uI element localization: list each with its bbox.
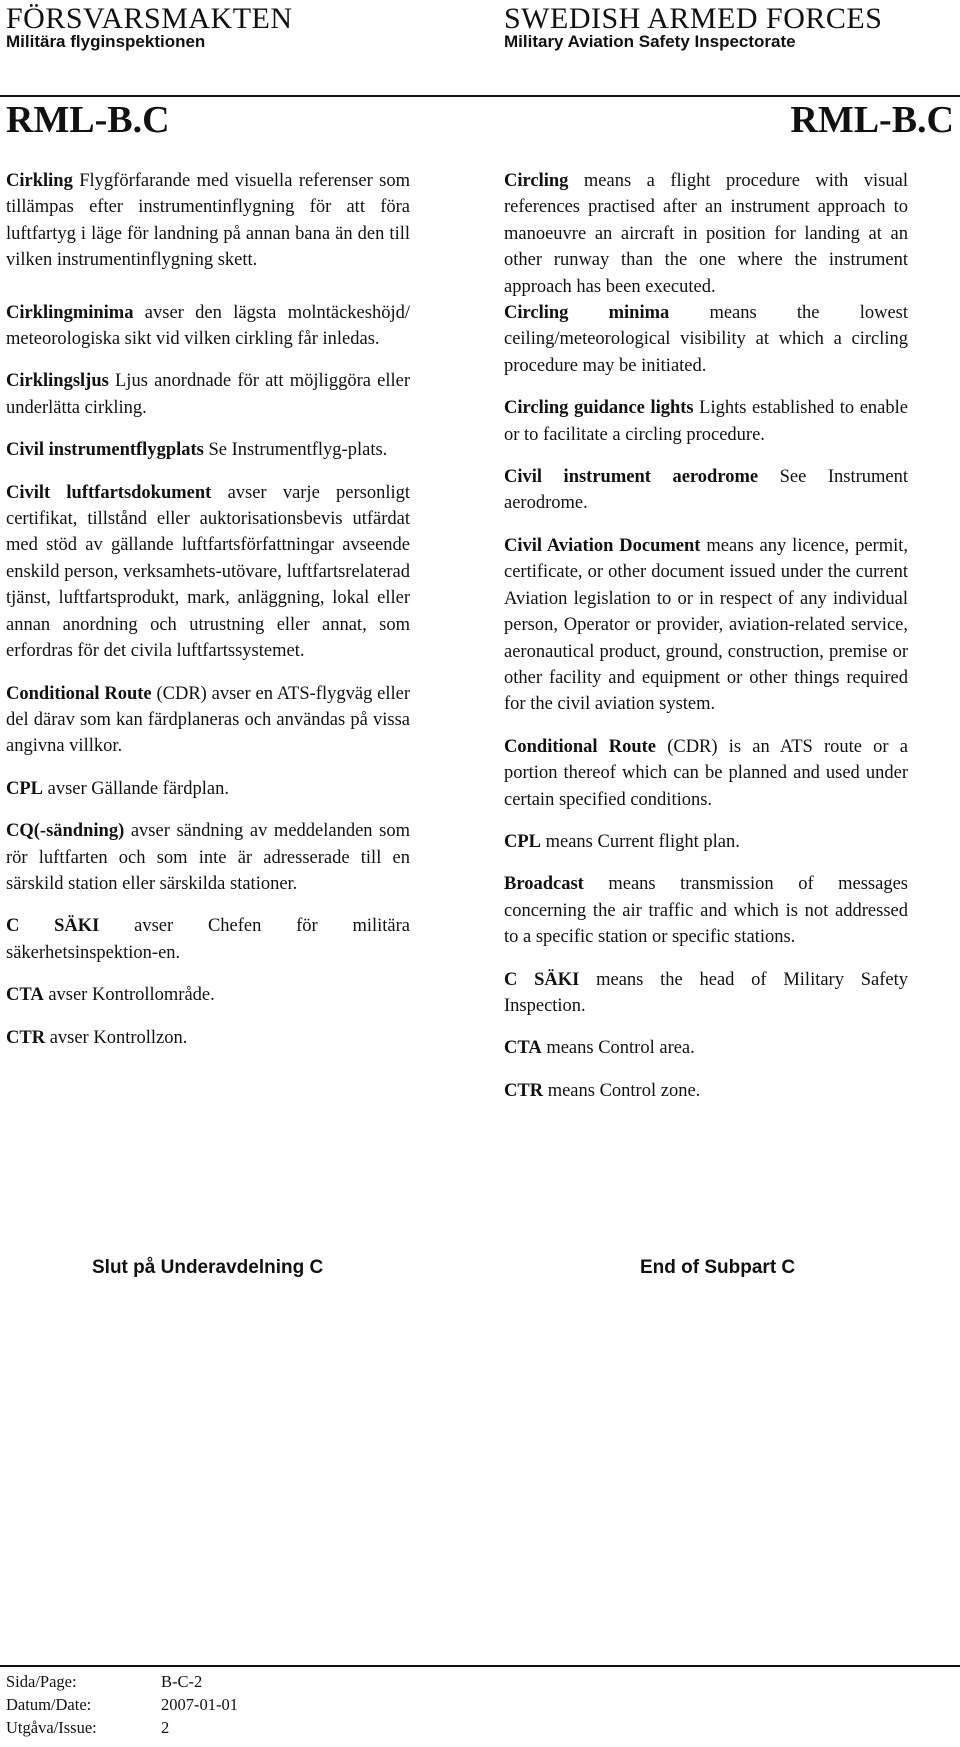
definition-entry [504, 967, 908, 1020]
definition-term: CTR [504, 1080, 544, 1101]
definition-term: Civilt luftfartsdokument [6, 482, 212, 503]
definition-text: means transmission of messages concerning the air traffic and which is not addressed to a specific station or specific stations. [504, 874, 908, 948]
definition-entry [6, 1025, 410, 1051]
footer-divider [0, 1665, 960, 1667]
definition-term: Civil Aviation Document [504, 535, 701, 556]
footer-date-value: 2007-01-01 [161, 1695, 238, 1714]
definition-text: Flygförfarande med visuella referenser som tillämpas efter instrumentinflygning för att föra luftfartyg i läge för landning på annan bana än den till vilken instrumentinflygning skett. [6, 171, 410, 271]
definition-text: avser sändning av meddelanden som rör luftfarten och som inte är adresserade till en särskild station eller särskilda stationer. [6, 821, 410, 894]
definition-entry [6, 982, 410, 1008]
definition-term: C SÄKI [504, 969, 580, 990]
definition-term: Conditional Route [6, 683, 152, 704]
definition-term: Circling guidance lights [504, 398, 694, 419]
definition-text: Ljus anordnade för att möjliggöra eller underlätta cirkling. [6, 371, 410, 418]
definition-entry [504, 829, 908, 855]
definition-text: avser Chefen för militära säkerhetsinspektion-en. [6, 916, 410, 963]
definition-entry [6, 168, 410, 274]
definition-term: Cirkling [6, 171, 73, 191]
definition-text: means Control area. [541, 1038, 695, 1059]
definition-entry [504, 533, 908, 718]
footer-page-label: Sida/Page: [6, 1672, 77, 1691]
definition-entry [6, 437, 410, 463]
definition-term: Cirklingsljus [6, 371, 109, 392]
footer-date-label: Datum/Date: [6, 1695, 92, 1714]
definition-text: avser Gällande färdplan. [43, 778, 229, 799]
definition-text: means any licence, permit, certificate, or other document issued under the current Aviation legislation to or in respect of any individual person, Operator or provider, aviation-related service, aeronautical product, ground, construction, premise or other facility and equipment or other things required for the civil aviation system. [504, 535, 908, 715]
footer-issue-value: 2 [161, 1718, 170, 1737]
footer-page-row [6, 1670, 238, 1693]
definition-entry [6, 681, 410, 760]
definition-entry [504, 871, 908, 950]
definition-term: Conditional Route [504, 736, 657, 757]
swedish-column [6, 168, 410, 1051]
footer-issue-row [6, 1716, 238, 1739]
definition-text: avser den lägsta molntäckeshöjd/ meteorologiska sikt vid vilken cirkling får inledas. [6, 302, 410, 350]
definition-entry [504, 464, 908, 517]
definition-entry [504, 168, 908, 300]
definition-text: (CDR) avser en ATS-flygväg eller del därav som kan färdplaneras och användas på vissa angivna villkor. [6, 683, 410, 757]
definition-text: means the head of Military Safety Inspection. [504, 969, 908, 1016]
english-column [504, 168, 908, 1104]
definition-text: (CDR) is an ATS route or a portion thereof which can be planned and used under certain specified conditions. [504, 736, 908, 810]
definition-text: avser Kontrollområde. [43, 985, 215, 1006]
definition-text: means Control zone. [543, 1080, 701, 1101]
definition-text: Se Instrumentflyg-plats. [203, 440, 388, 461]
definition-term: CTR [6, 1027, 46, 1048]
definition-term: Cirklingminima [6, 302, 134, 323]
definition-term: Circling [504, 171, 569, 191]
footer-page-value: B-C-2 [161, 1672, 203, 1691]
doc-id-right: RML-B.C [790, 99, 954, 141]
definition-term: Broadcast [504, 874, 584, 895]
definition-text: means Current flight plan. [541, 831, 740, 852]
definition-entry [6, 818, 410, 897]
definition-term: CQ(-sändning) [6, 821, 125, 842]
definition-text: avser varje personligt certifikat, tillstånd eller auktorisationsbevis utfärdat med stöd av gällande luftfartsförfattningar avseende enskild person, verksamhets-utövare, luftfartsrelaterad tjänst, luftfartsprodukt, mark, anläggning, lokal eller annan anordning och utrustning eller annat, som erfordras för det civila luftfartssystemet. [6, 482, 410, 662]
definition-entry [504, 395, 908, 448]
doc-id-left: RML-B.C [6, 99, 170, 141]
header-left-title: FÖRSVARSMAKTEN [6, 2, 293, 35]
footer-issue-label: Utgåva/Issue: [6, 1718, 97, 1737]
definition-entry [6, 913, 410, 966]
definition-text: Lights established to enable or to facilitate a circling procedure. [504, 398, 908, 445]
definition-entry [504, 734, 908, 813]
definition-entry [6, 300, 410, 353]
definition-text: See Instrument aerodrome. [504, 467, 908, 514]
definition-entry [6, 368, 410, 421]
footer-date-row [6, 1693, 238, 1716]
definition-entry [504, 1035, 908, 1061]
header-divider [0, 95, 960, 97]
header-left-subtitle: Militära flyginspektionen [6, 32, 206, 51]
definition-term: CTA [6, 985, 44, 1006]
definition-term: Circling minima [504, 303, 670, 324]
definition-term: CPL [504, 831, 541, 852]
definition-term: CTA [504, 1038, 542, 1059]
definition-entry [504, 300, 908, 379]
definition-text: means a flight procedure with visual references practised after an instrument approach to manoeuvre an aircraft in position for landing at an other runway than the one where the instrument approach has been executed. [504, 171, 908, 297]
definition-entry [504, 1078, 908, 1104]
definition-entry [6, 480, 410, 665]
header-right-title: SWEDISH ARMED FORCES [504, 2, 883, 35]
definition-term: C SÄKI [6, 916, 100, 937]
definition-text: avser Kontrollzon. [45, 1027, 188, 1048]
definition-text: means the lowest ceiling/meteorological visibility at which a circling procedure may be initiated. [504, 303, 908, 376]
definition-term: Civil instrument aerodrome [504, 467, 759, 488]
definition-term: Civil instrumentflygplats [6, 440, 204, 461]
page-footer [6, 1670, 238, 1739]
definition-entry [6, 776, 410, 802]
header-right-subtitle: Military Aviation Safety Inspectorate [504, 32, 796, 51]
end-of-subpart-swedish: Slut på Underavdelning C [92, 1257, 324, 1278]
end-of-subpart-english: End of Subpart C [640, 1257, 796, 1278]
definition-term: CPL [6, 778, 43, 799]
